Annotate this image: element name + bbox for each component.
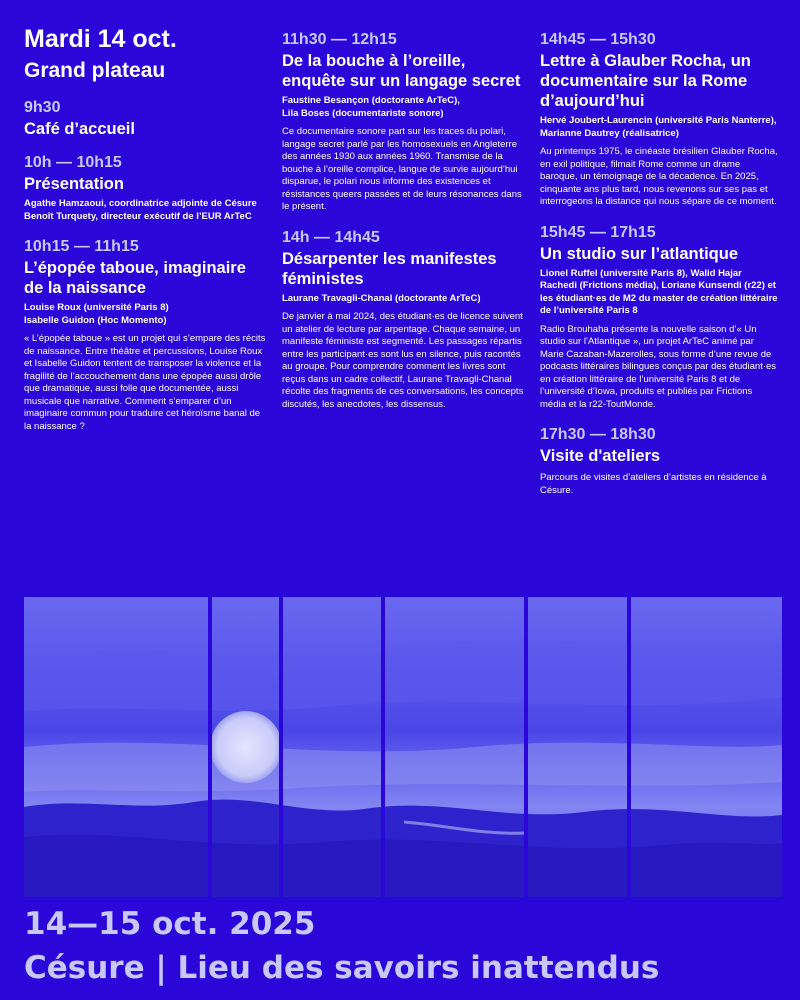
event-place: Césure | Lieu des savoirs inattendus [24,950,660,986]
program-column-3 [540,30,780,497]
slot-time: 10h15 — 11h15 [24,238,139,255]
slot-speakers [540,115,780,140]
slot-time: 17h30 — 18h30 [540,426,656,443]
slot-time: 10h — 10h15 [24,154,122,171]
slot-speakers [282,95,526,120]
slot-description: De janvier à mai 2024, des étudiant·es de licence suivent un atelier de lecture par arpentage. Chaque semaine, un manifeste féministe est segmenté. Les passages répartis entre les participant·es sont lus en silence, puis racontés au groupe. Pour comprendre comment les livres sont reçus dans un cadre collectif, Laurane Travagli-Chanal récolte des fragments de ces conversations, les concepts discutés, les anecdotes, les dissensus. [282,311,524,410]
slot-description: Parcours de visites d’ateliers d’artistes en résidence à Césure. [540,472,767,496]
slot-speakers [24,198,269,223]
moon-icon [210,711,282,783]
program-slot [282,228,526,412]
slot-title: Présentation [24,175,124,193]
slot-speakers [282,293,526,306]
program-slot [540,425,780,497]
slot-speakers [540,268,780,318]
speaker: Lionel Ruffel (université Paris 8), Walid Hajar Rachedi (Frictions média), Loriane Kunsendi (r22) et les étudiant·es de M2 du master de création littéraire de l’université Paris 8 [540,267,778,316]
program-slot [540,223,780,412]
landscape-moon-illustration [24,597,782,897]
slot-title: Visite d'ateliers [540,447,661,465]
slot-time: 15h45 — 17h15 [540,223,656,241]
speaker: Marianne Dautrey (réalisatrice) [540,127,679,139]
slot-title: De la bouche à l’oreille, enquête sur un langage secret [282,52,521,90]
speaker: Louise Roux (université Paris 8) [24,302,169,313]
slot-description: Radio Brouhaha présente la nouvelle saison d’« Un studio sur l’Atlantique », un projet ArTeC animé par Marie Cazaban-Mazerolles, sous forme d’une revue de podcasts littéraires bilingues conçus par des étudiant·es en création littéraire de l’université Paris 8 et de l’université d’Iowa, produits et publiés par Frictions média et la r22-ToutMonde. [540,323,777,410]
speaker: Lila Boses (documentariste sonore) [282,107,444,119]
program-slot [24,237,269,433]
slot-time: 14h — 14h45 [282,228,380,246]
program-column-1 [24,24,269,433]
slot-time: 14h45 — 15h30 [540,31,656,48]
program-slot [24,98,269,139]
slot-title: Un studio sur l’atlantique [540,244,739,263]
program-slot [24,153,269,223]
event-dates: 14—15 oct. 2025 [24,906,316,942]
panel-divider [208,597,212,897]
speaker: Benoît Turquety, directeur exécutif de l’EUR ArTeC [24,210,252,222]
slot-speakers [24,302,269,327]
panel-divider [381,597,385,897]
landscape-moon-image [24,597,782,897]
slot-description: Au printemps 1975, le cinéaste brésilien Glauber Rocha, en exil politique, filmait Rome comme un drame baroque, un témoignage de la décadence. En 2025, cinquante ans plus tard, nous revenons sur ses pas et interrogeons la distance qui nous sépare de ce moment. [540,146,778,207]
panel-divider [279,597,283,897]
slot-title: Café d’accueil [24,120,135,138]
program-column-2 [282,30,526,411]
slot-description: « L’épopée taboue » est un projet qui s’empare des récits de naissance. Entre théâtre et percussions, Louise Roux et Isabelle Guidon tentent de transposer la violence et la fragilité de l’accouchement dans une épopée aussi drôle que dramatique, aussi folle que documentée, aussi musicale que narrative. Comment s’emparer d’un imaginaire commun pour traduire cet héroïsme banal de la naissance ? [24,333,266,432]
slot-time: 9h30 [24,99,61,116]
slot-title: Désarpenter les manifestes féministes [282,249,497,288]
program-slot [540,30,780,209]
slot-title: L’épopée taboue, imaginaire de la naissance [24,259,246,297]
panel-divider [524,597,528,897]
slot-time: 11h30 — 12h15 [282,31,397,48]
day-title: Mardi 14 oct. [24,25,177,53]
speaker: Laurane Travagli-Chanal (doctorante ArTeC) [282,292,481,304]
speaker: Isabelle Guidon (Hoc Momento) [24,314,167,326]
slot-title: Lettre à Glauber Rocha, un documentaire sur la Rome d’aujourd’hui [540,52,751,110]
speaker: Agathe Hamzaoui, coordinatrice adjointe de Césure [24,198,257,209]
slot-description: Ce documentaire sonore part sur les traces du polari, langage secret parlé par les homosexuels en Angleterre des années 1930 aux années 1960. Transmise de la bouche à l’oreille complice, langue de survie aujourd’hui disparue, le polari nous informe des existences et résistances queers passées et de leurs résonances dans le présent. [282,126,522,212]
panel-divider [627,597,631,897]
speaker: Faustine Besançon (doctorante ArTeC), [282,95,460,106]
speaker: Hervé Joubert-Laurencin (université Paris Nanterre), [540,115,777,126]
venue-title: Grand plateau [24,59,166,82]
program-slot [282,30,526,214]
